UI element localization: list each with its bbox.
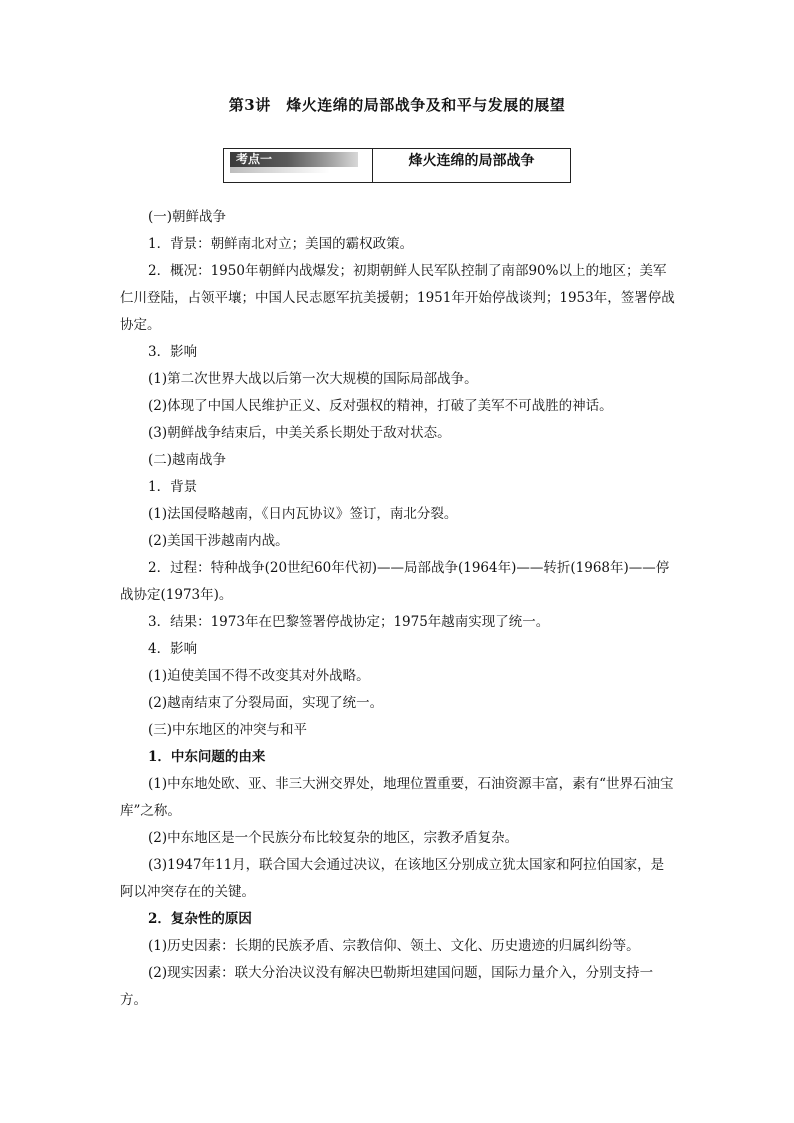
paragraph: (2)美国干涉越南内战。 xyxy=(148,533,289,549)
kaodian-topic: 烽火连绵的局部战争 xyxy=(408,153,535,169)
kaodian-box xyxy=(223,148,571,183)
paragraph: 1．背景：朝鲜南北对立；美国的霸权政策。 xyxy=(148,236,414,252)
subheading: 2．复杂性的原因 xyxy=(148,911,252,927)
paragraph: (1)中东地处欧、亚、非三大洲交界处，地理位置重要，石油资源丰富，素有“世界石油宝库”之称。 xyxy=(120,776,674,819)
subheading: 1．中东问题的由来 xyxy=(148,749,266,765)
section-heading: (二)越南战争 xyxy=(148,452,227,468)
section-heading: (一)朝鲜战争 xyxy=(148,209,227,225)
paragraph: 2．过程：特种战争(20世纪60年代初)——局部战争(1964年)——转折(1968年)——停战协定(1973年)。 xyxy=(120,560,670,603)
paragraph: (1)迫使美国不得不改变其对外战略。 xyxy=(148,668,370,684)
kaodian-tag-shade xyxy=(230,167,330,173)
paragraph: 2．概况：1950年朝鲜内战爆发；初期朝鲜人民军队控制了南部90%以上的地区；美军仁川登陆，占领平壤；中国人民志愿军抗美援朝；1951年开始停战谈判；1953年，签署停战协定。 xyxy=(120,263,675,333)
section-heading: (三)中东地区的冲突与和平 xyxy=(148,722,308,738)
paragraph: (1)历史因素：长期的民族矛盾、宗教信仰、领土、文化、历史遗迹的归属纠纷等。 xyxy=(148,938,640,954)
subheading: 4．影响 xyxy=(148,641,198,657)
page-title: 第3讲 烽火连绵的局部战争及和平与发展的展望 xyxy=(228,96,566,114)
paragraph: (3)1947年11月，联合国大会通过决议，在该地区分别成立犹太国家和阿拉伯国家，是阿以冲突存在的关键。 xyxy=(120,857,665,900)
paragraph: (2)体现了中国人民维护正义、反对强权的精神，打破了美军不可战胜的神话。 xyxy=(148,398,613,414)
subheading: 1．背景 xyxy=(148,479,198,495)
subheading: 3．影响 xyxy=(148,344,198,360)
paragraph: (1)法国侵略越南，《日内瓦协议》签订，南北分裂。 xyxy=(148,506,458,522)
kaodian-tag: 考点一 xyxy=(230,152,358,167)
paragraph: (2)现实因素：联大分治决议没有解决巴勒斯坦建国问题，国际力量介入，分别支持一方。 xyxy=(120,965,654,1008)
paragraph: (1)第二次世界大战以后第一次大规模的国际局部战争。 xyxy=(148,371,478,387)
kaodian-tag-cell xyxy=(224,149,373,182)
paragraph: (2)越南结束了分裂局面，实现了统一。 xyxy=(148,695,384,711)
document-body xyxy=(120,204,676,1014)
paragraph: (2)中东地区是一个民族分布比较复杂的地区，宗教矛盾复杂。 xyxy=(148,830,519,846)
paragraph: 3．结果：1973年在巴黎签署停战协定；1975年越南实现了统一。 xyxy=(148,614,550,630)
paragraph: (3)朝鲜战争结束后，中美关系长期处于敌对状态。 xyxy=(148,425,451,441)
